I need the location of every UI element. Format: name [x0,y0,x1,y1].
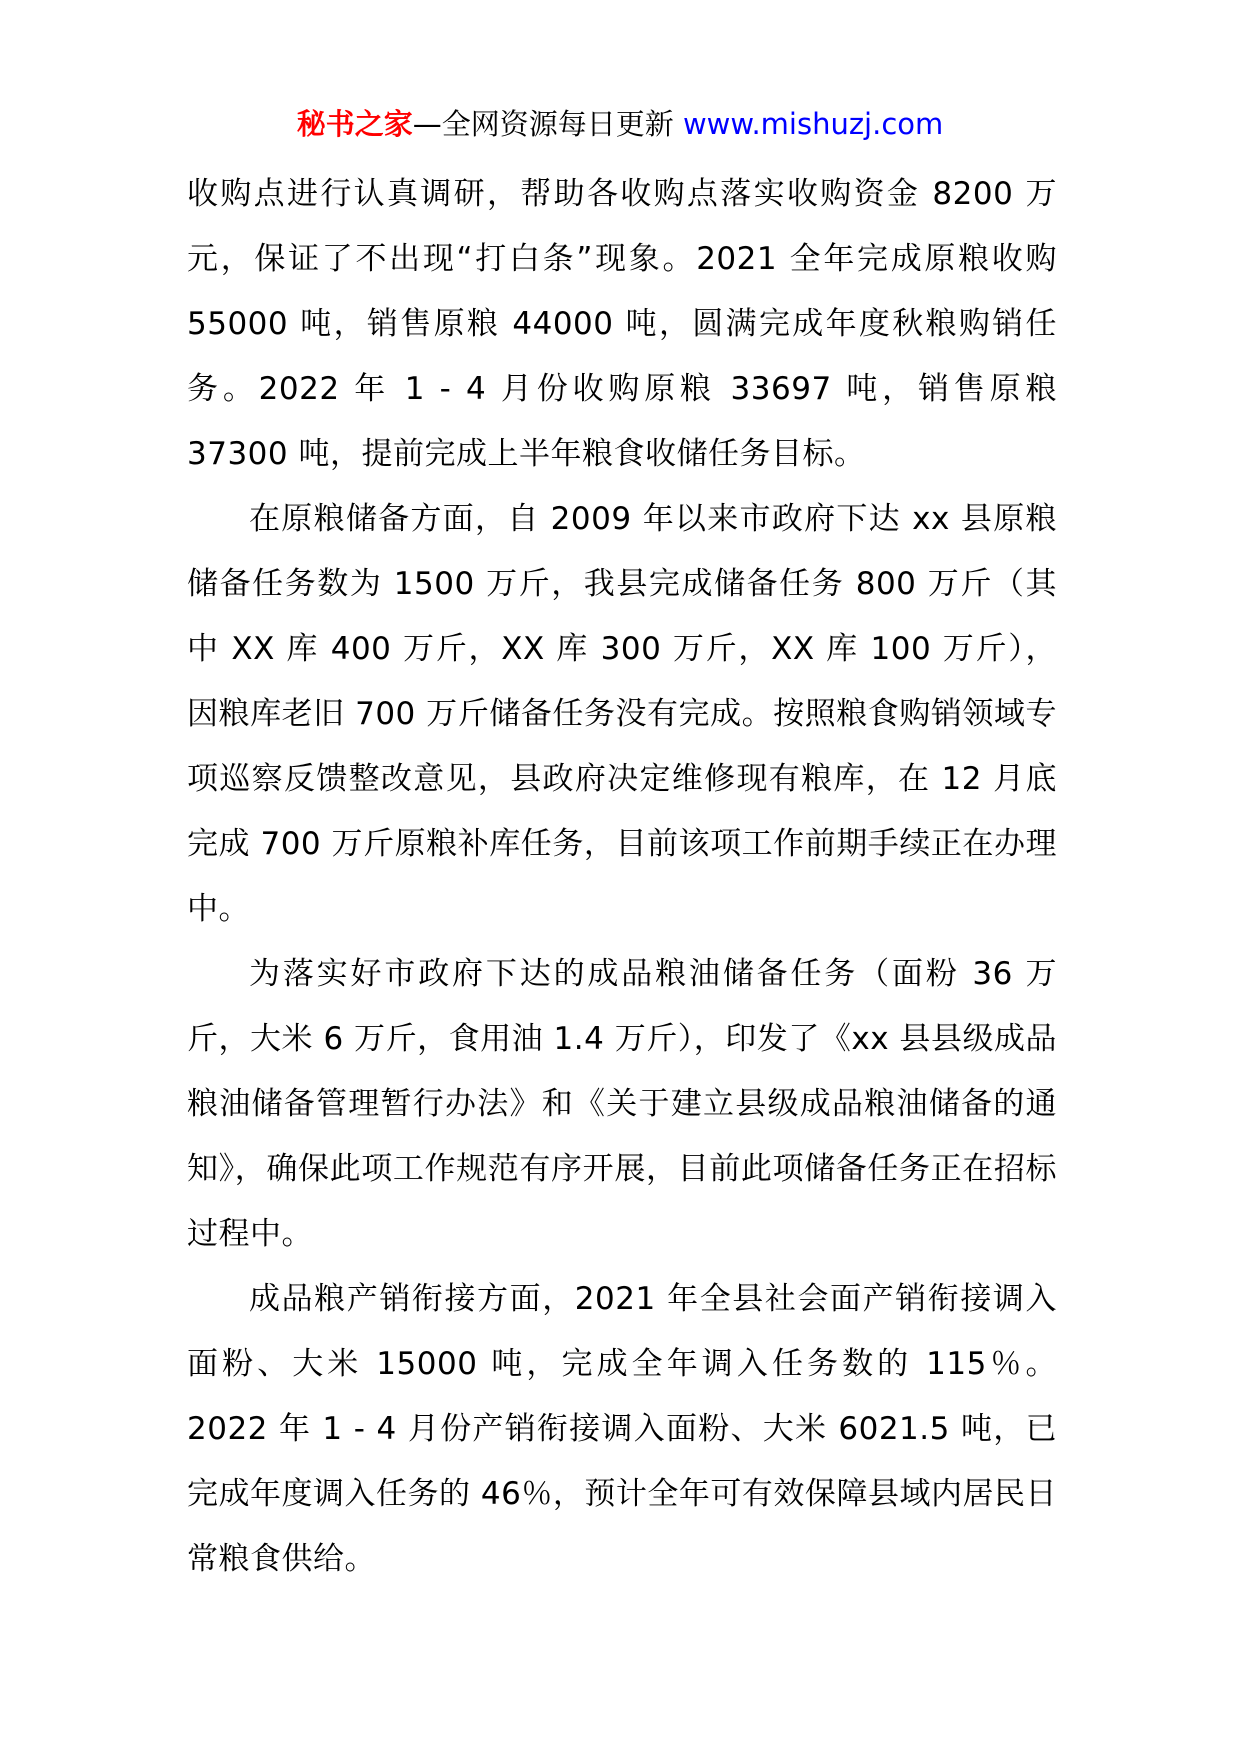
paragraph-purchase-sales: 收购点进行认真调研，帮助各收购点落实收购资金 8200 万元，保证了不出现“打白条”现象。2021 全年完成原粮收购 55000 吨，销售原粮 44000 吨，圆满完成年度秋粮购销任务。2022 年 1 - 4 月份收购原粮 33697 吨，销售原粮 37300 吨，提前完成上半年粮食收储任务目标。 [187,176,1057,472]
paragraph-grain-reserve: 在原粮储备方面，自 2009 年以来市政府下达 xx 县原粮储备任务数为 1500 万斤，我县完成储备任务 800 万斤（其中 XX 库 400 万斤，XX 库 300 万斤，XX 库 100 万斤），因粮库老旧 700 万斤储备任务没有完成。按照粮食购销领域专项巡察反馈整改意见，县政府决定维修现有粮库，在 12 月底完成 700 万斤原粮补库任务，目前该项工作前期手续正在办理中。 [187,501,1057,927]
site-url-link[interactable]: www.mishuzj.com [682,107,944,141]
document-body [187,162,1057,1592]
brand-name: 秘书之家 [296,107,413,141]
paragraph-finished-grain-oil-reserve: 为落实好市政府下达的成品粮油储备任务（面粉 36 万斤，大米 6 万斤，食用油 1.4 万斤），印发了《xx 县县级成品粮油储备管理暂行办法》和《关于建立县级成品粮油储备的通知》，确保此项工作规范有序开展，目前此项储备任务正在招标过程中。 [187,956,1057,1252]
paragraph-supply-demand-link: 成品粮产销衔接方面，2021 年全县社会面产销衔接调入面粉、大米 15000 吨，完成全年调入任务数的 115％。2022 年 1 - 4 月份产销衔接调入面粉、大米 6021.5 吨，已完成年度调入任务的 46％，预计全年可有效保障县域内居民日常粮食供给。 [187,1281,1057,1577]
page-header [0,104,1240,144]
header-tagline: —全网资源每日更新 [412,107,683,141]
